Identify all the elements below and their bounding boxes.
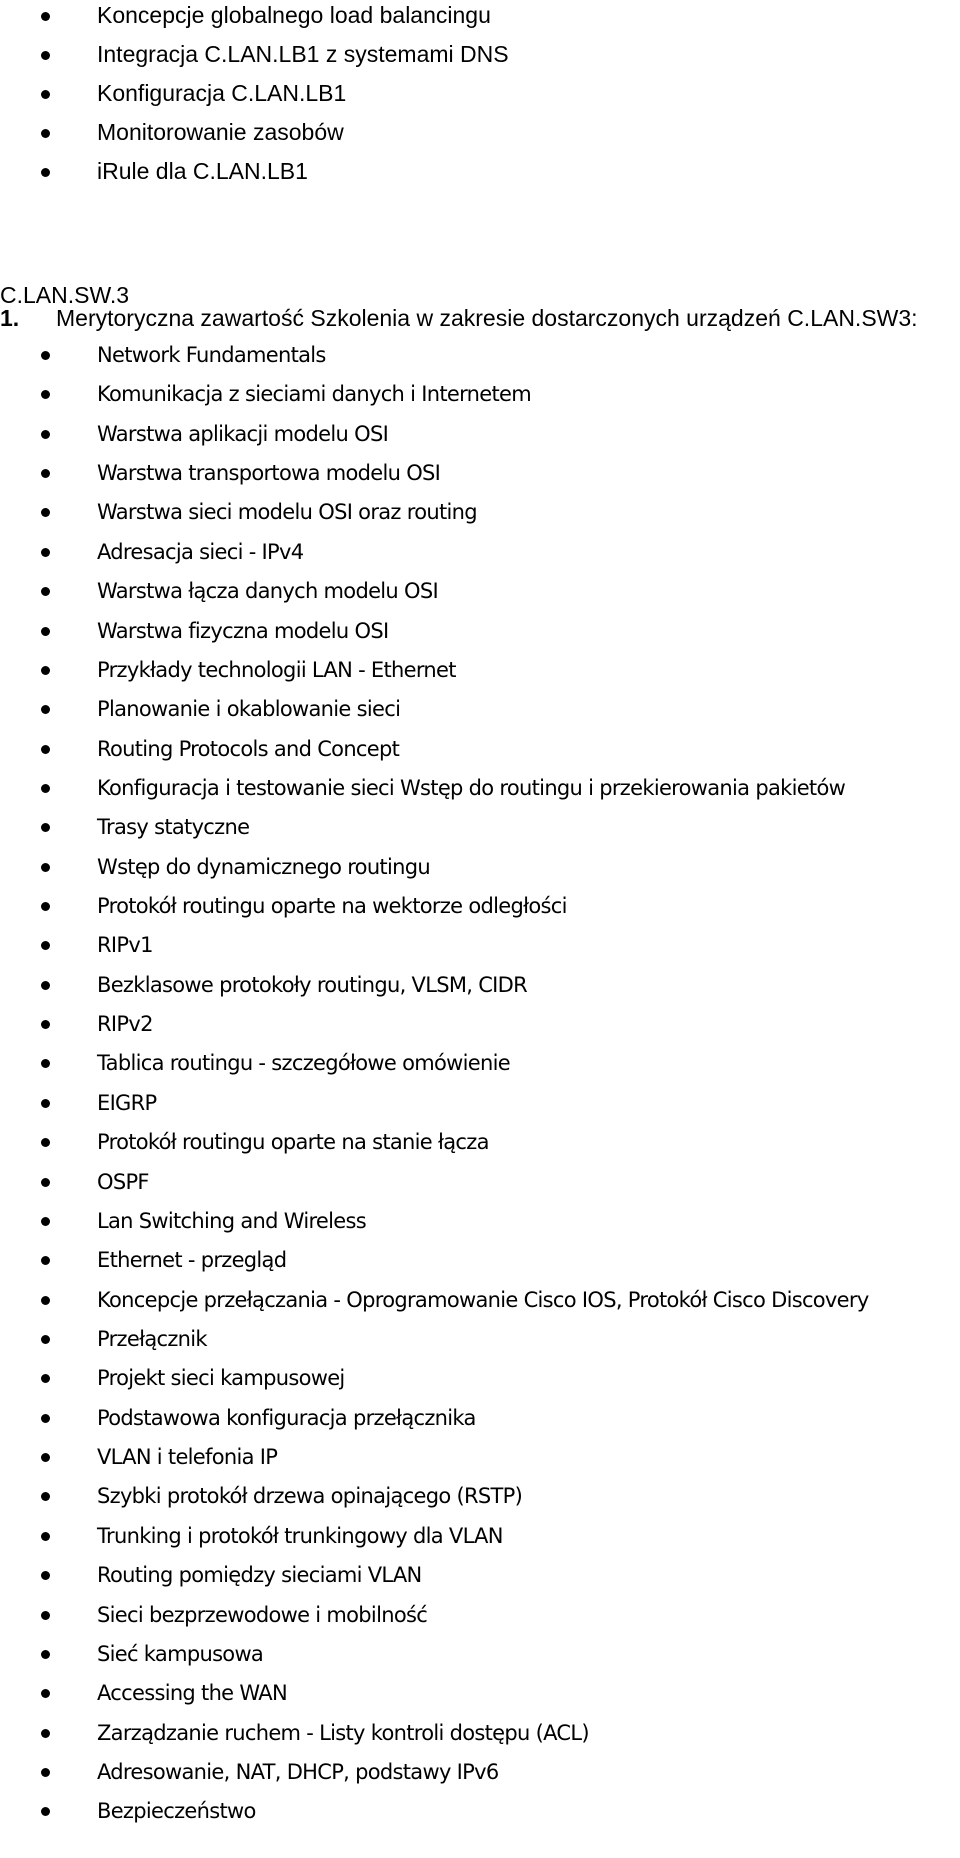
list-item bbox=[0, 1717, 960, 1756]
list-item bbox=[0, 1362, 960, 1401]
list-item bbox=[0, 929, 960, 968]
list-item bbox=[0, 890, 960, 929]
bullet-icon bbox=[41, 548, 50, 557]
list-item bbox=[0, 969, 960, 1008]
list-item-text: Podstawowa konfiguracja przełącznika bbox=[97, 1405, 476, 1430]
bullet-icon bbox=[41, 705, 50, 714]
bullet-icon bbox=[41, 1453, 50, 1462]
bullet-icon bbox=[41, 351, 50, 360]
list-item bbox=[0, 1638, 960, 1677]
list-item-text: Sieci bezprzewodowe i mobilność bbox=[97, 1602, 428, 1627]
list-item bbox=[0, 575, 960, 614]
list-item bbox=[0, 1559, 960, 1598]
list-item bbox=[0, 0, 960, 39]
bullet-icon bbox=[41, 51, 50, 60]
bullet-icon bbox=[41, 168, 50, 177]
bullet-icon bbox=[41, 90, 50, 99]
bullet-icon bbox=[41, 902, 50, 911]
list-item-text: Koncepcje przełączania - Oprogramowanie Cisco IOS, Protokół Cisco Discovery bbox=[97, 1287, 869, 1312]
list-item bbox=[0, 1087, 960, 1126]
list-item bbox=[0, 1441, 960, 1480]
list-item-text: Komunikacja z sieciami danych i Internetem bbox=[97, 382, 532, 407]
list-item-text: Projekt sieci kampusowej bbox=[97, 1366, 345, 1391]
bullet-icon bbox=[41, 1414, 50, 1423]
list-item-text: Routing pomiędzy sieciami VLAN bbox=[97, 1563, 422, 1588]
bullet-icon bbox=[41, 390, 50, 399]
heading-number: 1. bbox=[0, 305, 20, 331]
list-item-text: Lan Switching and Wireless bbox=[97, 1208, 366, 1233]
bullet-icon bbox=[41, 1729, 50, 1738]
list-item-text: Konfiguracja C.LAN.LB1 bbox=[97, 80, 347, 106]
list-item-text: Zarządzanie ruchem - Listy kontroli dostępu (ACL) bbox=[97, 1720, 589, 1745]
bullet-icon bbox=[41, 1138, 50, 1147]
bullet-icon bbox=[41, 1099, 50, 1108]
list-item-text: Routing Protocols and Concept bbox=[97, 736, 400, 761]
bullet-icon bbox=[41, 1059, 50, 1068]
heading-text: Merytoryczna zawartość Szkolenia w zakresie dostarczonych urządzeń C.LAN.SW3: bbox=[56, 305, 918, 331]
list-item bbox=[0, 811, 960, 850]
list-item bbox=[0, 615, 960, 654]
list-item-text: Ethernet - przegląd bbox=[97, 1248, 287, 1273]
list-item bbox=[0, 654, 960, 693]
bullet-icon bbox=[41, 1374, 50, 1383]
list-item bbox=[0, 1795, 960, 1834]
list-item-text: OSPF bbox=[97, 1169, 149, 1194]
list-item bbox=[0, 117, 960, 156]
list-item-text: Przykłady technologii LAN - Ethernet bbox=[97, 657, 456, 682]
bullet-icon bbox=[41, 1296, 50, 1305]
bullet-icon bbox=[41, 129, 50, 138]
list-item bbox=[0, 1323, 960, 1362]
bullet-icon bbox=[41, 1020, 50, 1029]
list-item-text: Przełącznik bbox=[97, 1326, 207, 1351]
bullet-icon bbox=[41, 941, 50, 950]
list-item-text: Konfiguracja i testowanie sieci Wstęp do routingu i przekierowania pakietów bbox=[97, 775, 846, 800]
bullet-icon bbox=[41, 1492, 50, 1501]
bullet-icon bbox=[41, 1178, 50, 1187]
list-item-text: Bezklasowe protokoły routingu, VLSM, CIDR bbox=[97, 972, 528, 997]
list-item-text: Planowanie i okablowanie sieci bbox=[97, 697, 401, 722]
bullet-icon bbox=[41, 1650, 50, 1659]
list-item bbox=[0, 1756, 960, 1795]
list-item-text: Koncepcje globalnego load balancingu bbox=[97, 2, 491, 28]
list-item bbox=[0, 1047, 960, 1086]
bullet-icon bbox=[41, 1532, 50, 1541]
bullet-icon bbox=[41, 981, 50, 990]
bullet-icon bbox=[41, 1256, 50, 1265]
bullet-icon bbox=[41, 1571, 50, 1580]
list-item-text: RIPv1 bbox=[97, 933, 153, 958]
list-item bbox=[0, 339, 960, 378]
bullet-icon bbox=[41, 1807, 50, 1816]
list-item bbox=[0, 1126, 960, 1165]
list-item bbox=[0, 733, 960, 772]
bullet-icon bbox=[41, 508, 50, 517]
list-item bbox=[0, 1520, 960, 1559]
bullet-icon bbox=[41, 745, 50, 754]
list-item bbox=[0, 1480, 960, 1519]
list-item-text: Monitorowanie zasobów bbox=[97, 119, 344, 145]
numbered-heading bbox=[0, 303, 918, 333]
bullet-icon bbox=[41, 666, 50, 675]
list-item-text: EIGRP bbox=[97, 1090, 157, 1115]
list-item bbox=[0, 496, 960, 535]
bullet-list-lb1 bbox=[0, 0, 960, 195]
list-item-text: Protokół routingu oparte na wektorze odległości bbox=[97, 894, 567, 919]
list-item-text: Adresowanie, NAT, DHCP, podstawy IPv6 bbox=[97, 1759, 499, 1784]
bullet-icon bbox=[41, 1335, 50, 1344]
bullet-icon bbox=[41, 469, 50, 478]
list-item-text: Sieć kampusowa bbox=[97, 1641, 264, 1666]
list-item-text: Warstwa fizyczna modelu OSI bbox=[97, 618, 389, 643]
list-item-text: Network Fundamentals bbox=[97, 343, 326, 367]
section-title: C.LAN.SW.3 bbox=[0, 282, 130, 308]
list-item bbox=[0, 1244, 960, 1283]
bullet-icon bbox=[41, 863, 50, 872]
list-item-text: Protokół routingu oparte na stanie łącza bbox=[97, 1130, 489, 1155]
bullet-icon bbox=[41, 823, 50, 832]
list-item-text: Warstwa transportowa modelu OSI bbox=[97, 461, 441, 486]
list-item-text: Tablica routingu - szczegółowe omówienie bbox=[97, 1051, 510, 1076]
bullet-icon bbox=[41, 627, 50, 636]
list-item bbox=[0, 1677, 960, 1716]
list-item bbox=[0, 156, 960, 195]
list-item bbox=[0, 39, 960, 78]
list-item bbox=[0, 1402, 960, 1441]
bullet-icon bbox=[41, 1689, 50, 1698]
list-item-text: Szybki protokół drzewa opinającego (RSTP) bbox=[97, 1484, 523, 1509]
list-item-text: Wstęp do dynamicznego routingu bbox=[97, 854, 430, 879]
list-item-text: Integracja C.LAN.LB1 z systemami DNS bbox=[97, 41, 509, 67]
list-item-text: Warstwa łącza danych modelu OSI bbox=[97, 579, 438, 604]
list-item-text: Trunking i protokół trunkingowy dla VLAN bbox=[97, 1523, 503, 1548]
bullet-icon bbox=[41, 784, 50, 793]
list-item bbox=[0, 1008, 960, 1047]
list-item bbox=[0, 1284, 960, 1323]
list-item bbox=[0, 418, 960, 457]
bullet-icon bbox=[41, 1217, 50, 1226]
list-item-text: Accessing the WAN bbox=[97, 1681, 287, 1706]
list-item-text: Warstwa sieci modelu OSI oraz routing bbox=[97, 500, 477, 525]
bullet-icon bbox=[41, 12, 50, 21]
list-item-text: Bezpieczeństwo bbox=[97, 1799, 256, 1824]
list-item bbox=[0, 536, 960, 575]
bullet-icon bbox=[41, 1611, 50, 1620]
list-item-text: Adresacja sieci - IPv4 bbox=[97, 539, 304, 564]
list-item-text: iRule dla C.LAN.LB1 bbox=[97, 158, 308, 184]
list-item-text: RIPv2 bbox=[97, 1012, 153, 1037]
bullet-icon bbox=[41, 430, 50, 439]
list-item bbox=[0, 772, 960, 811]
list-item bbox=[0, 693, 960, 732]
list-item bbox=[0, 1599, 960, 1638]
list-item bbox=[0, 78, 960, 117]
list-item bbox=[0, 1205, 960, 1244]
list-item bbox=[0, 378, 960, 417]
list-item bbox=[0, 1166, 960, 1205]
list-item-text: Trasy statyczne bbox=[97, 815, 250, 840]
bullet-icon bbox=[41, 587, 50, 596]
bullet-icon bbox=[41, 1768, 50, 1777]
list-item-text: Warstwa aplikacji modelu OSI bbox=[97, 421, 389, 446]
list-item bbox=[0, 851, 960, 890]
bullet-list-sw3 bbox=[0, 339, 960, 1835]
list-item bbox=[0, 457, 960, 496]
list-item-text: VLAN i telefonia IP bbox=[97, 1445, 278, 1470]
